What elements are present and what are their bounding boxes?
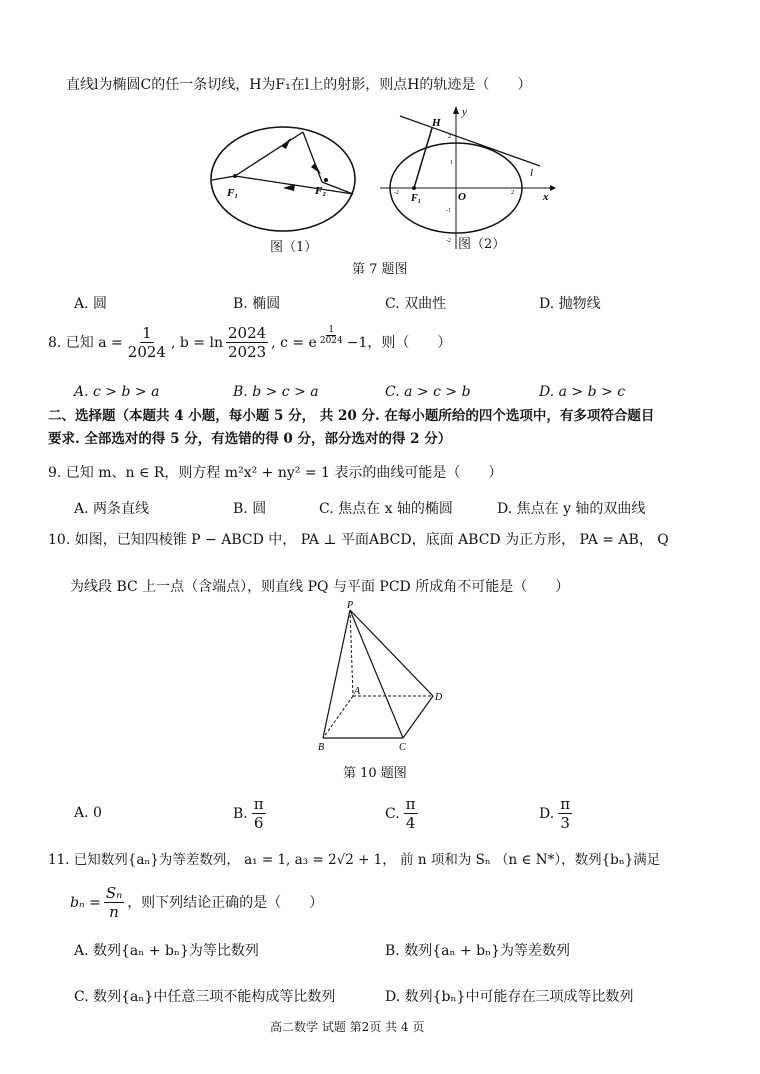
- q7-stem: 直线l为椭圆C的任一条切线，H为F₁在l上的射影，则点H的轨迹是（ ）: [66, 77, 532, 93]
- q10-option-b-fraction: [252, 795, 266, 832]
- q9-option-d: D. 焦点在 y 轴的双曲线: [497, 501, 646, 517]
- q8-option-b: B. b > c > a: [233, 384, 319, 400]
- q7-figure-2: [378, 104, 558, 254]
- tangent-line-l: [400, 116, 540, 166]
- f1-dot: [412, 186, 416, 190]
- q8-b-num: 2024: [227, 324, 267, 342]
- section-2-header-line1: 二、选择题（本题共 4 小题，每小题 5 分， 共 20 分. 在每小题所给的四个选项中，有多项符合题目: [48, 408, 655, 424]
- label-d: D: [435, 692, 443, 703]
- q10-option-c-num: π: [405, 795, 416, 813]
- fig2-tick-xm2: -2: [394, 190, 399, 196]
- q10-figure-title: 第 10 题图: [343, 766, 407, 781]
- q7-option-c: C. 双曲性: [385, 296, 447, 312]
- q11-bn-fraction: [104, 884, 124, 921]
- fig2-label-h: H: [432, 117, 441, 129]
- q7-option-d: D. 抛物线: [539, 296, 601, 312]
- fig2-tick-x2: 2: [511, 190, 514, 196]
- path-segment-3: [303, 132, 322, 182]
- q8-stem: [48, 324, 451, 361]
- q8-b-fraction: [226, 324, 268, 361]
- q10-option-b-den: 6: [253, 814, 264, 832]
- q11-option-a: A. 数列{aₙ + bₙ}为等比数列: [74, 943, 259, 959]
- q10-option-d-prefix: D.: [539, 805, 555, 822]
- arrow-1: [281, 138, 291, 149]
- q10-pyramid-figure: [310, 598, 450, 754]
- q7-fig2-caption: 图（2）: [458, 237, 506, 252]
- q11-stem-line2: [70, 884, 323, 921]
- q9-option-c: C. 焦点在 x 轴的椭圆: [319, 501, 453, 517]
- fig2-tick-2: 2: [448, 134, 451, 140]
- fig2-label-y: y: [462, 106, 467, 118]
- q8-b-den: 2023: [227, 343, 267, 361]
- q8-b-text: , b = ln: [170, 334, 223, 351]
- q8-c-exponent: [318, 325, 345, 346]
- q11-option-d: D. 数列{bₙ}中可能存在三项成等比数列: [385, 989, 634, 1005]
- edge-pc: [350, 610, 403, 738]
- q11-stem-tail: ，则下列结论正确的是（ ）: [127, 894, 324, 911]
- q10-option-d-den: 3: [560, 814, 570, 832]
- edge-pb: [323, 610, 350, 738]
- q7-option-a: A. 圆: [74, 296, 108, 312]
- label-b: B: [318, 742, 325, 753]
- q10-option-d: [539, 795, 572, 832]
- label-p: P: [347, 600, 354, 611]
- q11-stem-line1: 11. 已知数列{aₙ}为等差数列， a₁ = 1, a₃ = 2√2 + 1， 前 n 项和为 Sₙ （n ∈ N*），数列{bₙ}满足: [48, 852, 661, 868]
- q11-bn-lhs: bₙ =: [70, 894, 101, 911]
- q10-stem-line1: 10. 如图，已知四棱锥 P − ABCD 中， PA ⊥ 平面ABCD，底面 ABCD 为正方形， PA = AB， Q: [48, 532, 669, 548]
- q10-option-a: A. 0: [74, 805, 102, 821]
- q10-option-b: [233, 795, 266, 832]
- q9-option-a: A. 两条直线: [74, 501, 150, 517]
- segment-f1-h: [414, 128, 432, 188]
- q10-option-d-num: π: [560, 795, 571, 813]
- path-segment-1: [212, 176, 235, 180]
- fig2-label-f1: F₁: [411, 193, 422, 204]
- section-2-header-line2: 要求. 全部选对的得 5 分，有选错的得 0 分，部分选对的得 2 分）: [48, 431, 452, 447]
- q10-option-d-fraction: [558, 795, 572, 832]
- x-axis-arrow: [550, 185, 556, 191]
- label-a: A: [354, 686, 361, 697]
- fig1-label-f2: F₂: [315, 185, 327, 197]
- q8-option-c: C. a > c > b: [385, 384, 471, 400]
- q7-option-b: B. 椭圆: [233, 296, 281, 312]
- q9-option-b: B. 圆: [233, 501, 267, 517]
- q9-stem: 9. 已知 m、n ∈ R，则方程 m²x² + ny² = 1 表示的曲线可能是（ ）: [48, 465, 503, 481]
- fig2-tick-m1: -1: [446, 208, 451, 214]
- edge-pa: [350, 610, 353, 696]
- q11-option-b: B. 数列{aₙ + bₙ}为等差数列: [385, 943, 571, 959]
- q8-a-fraction: [126, 324, 168, 361]
- path-segment-2: [235, 132, 303, 176]
- q10-option-c-prefix: C.: [385, 805, 400, 822]
- q11-bn-num: Sₙ: [105, 884, 123, 902]
- q7-figure-title: 第 7 题图: [352, 262, 408, 277]
- focus-f1-dot: [233, 174, 237, 178]
- ellipse-1: [211, 127, 355, 231]
- q8-c-exp-den: 2024: [319, 336, 343, 346]
- q11-bn-den: n: [109, 903, 119, 921]
- q7-fig1-caption: 图（1）: [270, 240, 318, 255]
- fig1-label-f1: F₁: [227, 187, 239, 199]
- edge-cd: [403, 696, 433, 738]
- fig2-label-x: x: [543, 191, 549, 203]
- q8-option-a: A. c > b > a: [74, 384, 160, 400]
- fig2-label-l: l: [530, 167, 534, 179]
- q10-option-b-num: π: [253, 795, 264, 813]
- q8-a-den: 2024: [127, 343, 166, 361]
- q8-c-text: , c = e: [271, 334, 317, 351]
- focus-f2-dot: [324, 178, 328, 182]
- q11-option-c: C. 数列{aₙ}中任意三项不能构成等比数列: [74, 989, 336, 1005]
- page-footer: 高二数学 试题 第2页 共 4 页: [270, 1020, 425, 1034]
- edge-pd: [350, 610, 433, 696]
- q8-c-exp-num: 1: [328, 325, 335, 335]
- fig2-tick-m2: -2: [446, 238, 451, 244]
- y-axis-arrow: [453, 106, 459, 114]
- q10-stem-line2: 为线段 BC 上一点（含端点），则直线 PQ 与平面 PCD 所成角不可能是（ ）: [70, 579, 570, 595]
- label-c: C: [399, 742, 406, 753]
- q8-prefix: 8. 已知 a =: [48, 334, 123, 351]
- q10-option-c: [385, 795, 418, 832]
- arrow-3: [283, 184, 295, 191]
- fig2-tick-1: 1: [450, 160, 453, 166]
- q8-c-tail: −1，则（ ）: [346, 334, 452, 351]
- q10-option-b-prefix: B.: [233, 805, 248, 822]
- q8-a-num: 1: [142, 324, 152, 342]
- q8-option-d: D. a > b > c: [539, 384, 626, 400]
- fig2-label-o: O: [458, 191, 466, 203]
- q10-option-c-fraction: [404, 795, 418, 832]
- q10-option-c-den: 4: [405, 814, 416, 832]
